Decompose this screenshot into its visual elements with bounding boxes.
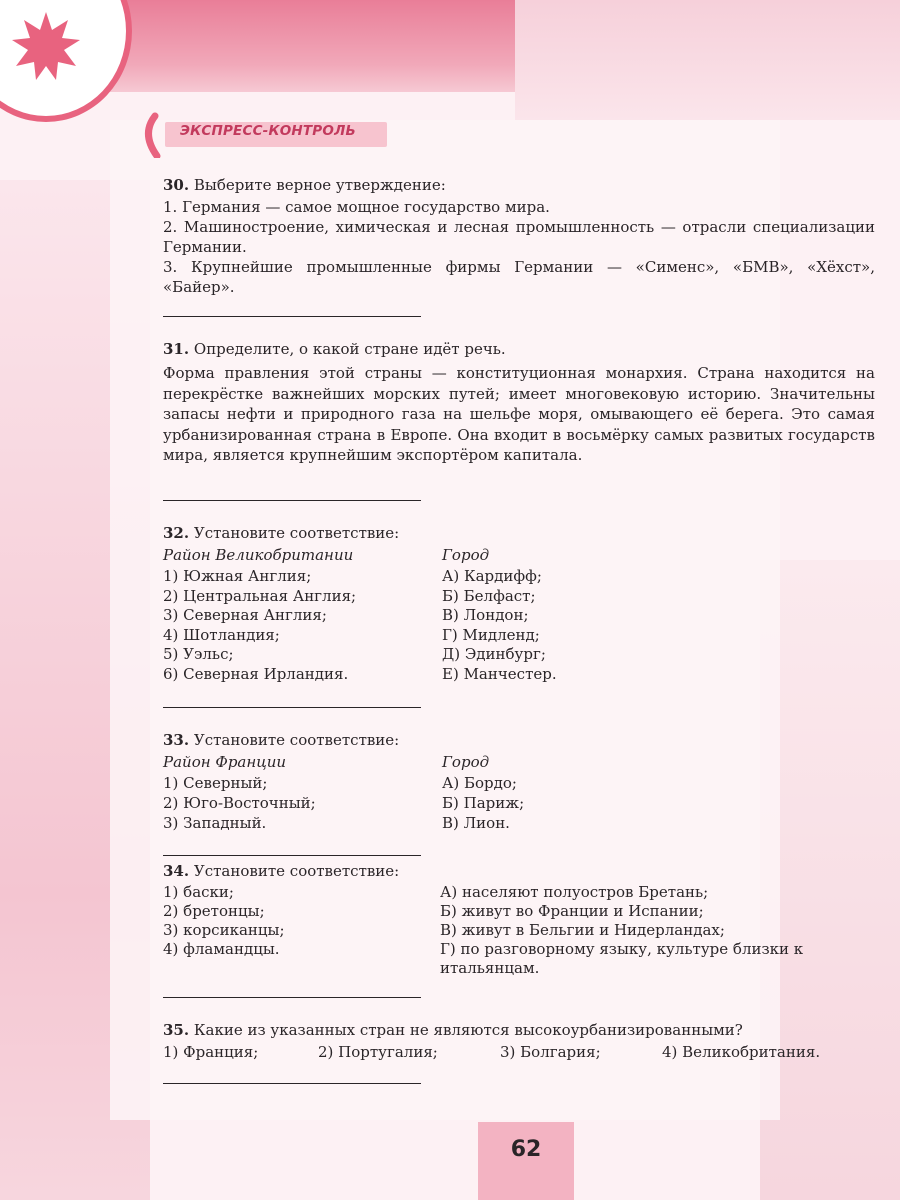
question-30 [163,176,446,195]
question-prompt: Выберите верное утверждение: [193,176,446,194]
q34-right-item: А) населяют полуостров Бретань; [440,883,709,901]
q34-right-item: Г) по разговорному языку, культуре близки к итальянцам. [440,940,804,977]
answer-line [163,500,421,501]
answer-line [163,707,421,708]
q32-left-item: 4) Шотландия; [163,626,280,644]
q33-right-item: Б) Париж; [442,794,525,812]
page-number: 62 [510,1137,542,1162]
question-32 [163,524,399,543]
answer-line [163,1083,421,1084]
question-number: 32. [163,524,190,542]
question-number: 33. [163,731,190,749]
question-33 [163,731,399,750]
q32-right-item: Д) Эдинбург; [442,645,546,663]
question-34 [163,862,399,881]
question-number: 31. [163,340,190,358]
q34-left-item: 2) бретонцы; [163,902,265,920]
answer-line [163,997,421,998]
q31-text: Форма правления этой страны — конституционная монархия. Страна находится на перекрёстке важнейших морских путей; имеет многовековую историю. Значительны запасы нефти и природного газа на шельфе моря, омывающего её берега. Это самая урбанизированная страна в Европе. Она входит в восьмёрку самых развитых государств мира, является крупнейшим экспортёром капитала. [163,364,875,465]
q30-option-3: 3. Крупнейшие промышленные фирмы Германии — «Сименс», «БМВ», «Хёхст», «Байер». [163,258,875,296]
q35-option: 1) Франция; [163,1043,259,1061]
q32-right-item: Г) Мидленд; [442,626,540,644]
q30-option-2: 2. Машиностроение, химическая и лесная промышленность — отрасли специализации Германии. [163,218,875,256]
q30-option-1: 1. Германия — самое мощное государство мира. [163,198,550,216]
top-right-photo-decoration [515,0,900,120]
q32-left-item: 2) Центральная Англия; [163,587,357,605]
right-photo-decoration [760,560,900,1200]
q32-right-item: В) Лондон; [442,606,529,624]
q33-left-item: 2) Юго-Восточный; [163,794,316,812]
star-icon [10,10,82,82]
q32-right-header: Город [442,546,490,564]
q32-right-item: Е) Манчестер. [442,665,557,683]
q33-right-item: В) Лион. [442,814,510,832]
q35-option: 2) Португалия; [318,1043,438,1061]
question-prompt: Установите соответствие: [193,524,400,542]
q32-left-item: 6) Северная Ирландия. [163,665,349,683]
question-prompt: Установите соответствие: [193,731,400,749]
q34-left-item: 4) фламандцы. [163,940,280,958]
question-prompt: Определите, о какой стране идёт речь. [193,340,506,358]
question-number: 34. [163,862,190,880]
question-number: 30. [163,176,190,194]
q33-left-header: Район Франции [163,753,287,771]
question-31 [163,340,506,359]
section-header-label: ЭКСПРЕСС-КОНТРОЛЬ [180,123,356,139]
q32-left-item: 3) Северная Англия; [163,606,327,624]
q33-left-item: 3) Западный. [163,814,267,832]
q35-option: 3) Болгария; [500,1043,601,1061]
answer-line [163,316,421,317]
question-prompt: Какие из указанных стран не являются высокоурбанизированными? [193,1021,743,1039]
q33-right-item: А) Бордо; [442,774,517,792]
question-number: 35. [163,1021,190,1039]
answer-line [163,855,421,856]
q32-right-item: Б) Белфаст; [442,587,536,605]
q32-left-item: 1) Южная Англия; [163,567,312,585]
q34-right-item: В) живут в Бельгии и Нидерландах; [440,921,725,939]
question-35 [163,1021,743,1040]
q32-left-header: Район Великобритании [163,546,354,564]
q33-left-item: 1) Северный; [163,774,268,792]
q32-right-item: А) Кардифф; [442,567,542,585]
q35-option: 4) Великобритания. [662,1043,821,1061]
q34-left-item: 3) корсиканцы; [163,921,285,939]
q34-right-item: Б) живут во Франции и Испании; [440,902,704,920]
q34-left-item: 1) баски; [163,883,234,901]
q33-right-header: Город [442,753,490,771]
question-prompt: Установите соответствие: [193,862,400,880]
q32-left-item: 5) Уэльс; [163,645,234,663]
